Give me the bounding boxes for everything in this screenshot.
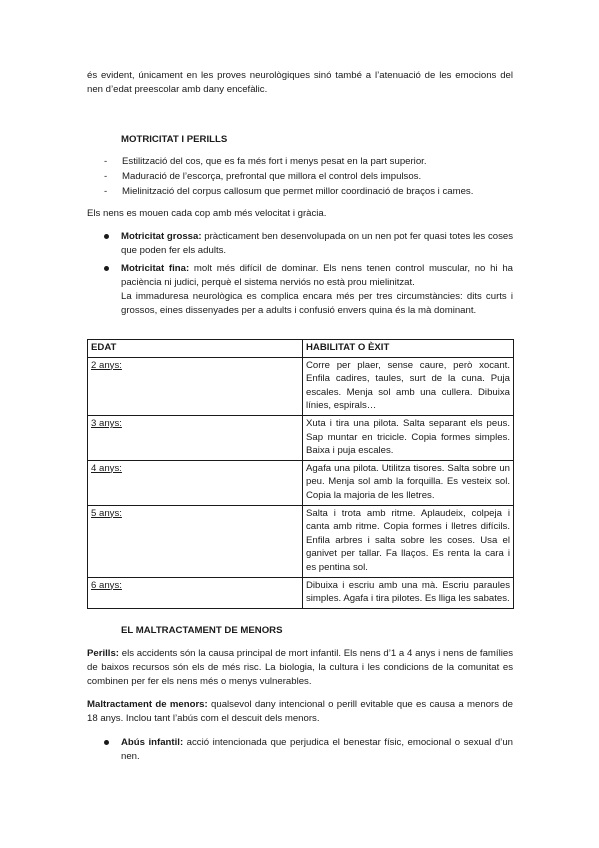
dash-list-item: [104, 155, 513, 170]
age-cell: 6 anys:: [88, 577, 303, 608]
intro-paragraph: és evident, únicament en les proves neurològiques sinó també a l’atenuació de les emocions del nen d’edat preescolar amb dany encefàlic.: [87, 70, 513, 95]
bullet-dot: [104, 740, 109, 745]
bullet-dot: [104, 234, 109, 239]
skill-cell: Xuta i tira una pilota. Salta separant els peus. Sap muntar en tricicle. Copia formes simples. Baixa i puja escales.: [303, 415, 514, 460]
bullet-label: Motricitat fina:: [121, 263, 190, 274]
age-cell: 2 anys:: [88, 357, 303, 415]
abuse-bullet-list: [104, 736, 513, 764]
paragraph-label: Perills:: [87, 648, 119, 659]
dash-item-text: Estilització del cos, que es fa més fort i menys pesat en la part superior.: [122, 156, 427, 167]
column-header-age: EDAT: [88, 340, 303, 358]
age-cell: 3 anys:: [88, 415, 303, 460]
table-row: [88, 357, 514, 415]
table-row: [88, 505, 514, 577]
paragraph-label: Maltractament de menors:: [87, 699, 208, 710]
bullet-text: molt més difícil de dominar. Els nens tenen control muscular, no hi ha paciència ni judici, perquè el sistema nerviós no està prou mielinitzat.: [121, 263, 513, 288]
bullet-extra-text: La immaduresa neurològica es complica encara més per tres circumstàncies: dits curts i grossos, eines dissenyades per a adults i confusió envers quina és la mà dominant.: [121, 291, 513, 316]
dangers-paragraph: [87, 647, 513, 689]
skill-cell: Agafa una pilota. Utilitza tisores. Salta sobre un peu. Menja sol amb la forquilla. Es vesteix sol. Copia la majoria de les lletres.: [303, 460, 514, 505]
bullet-label: Motricitat grossa:: [121, 231, 202, 242]
paragraph-text: qualsevol dany intencional o perill evitable que es causa a menors de 18 anys. Inclou tant l’abús com el descuit dels menors.: [87, 699, 514, 724]
dash-list-item: [104, 170, 513, 185]
dash-list-item: [104, 185, 513, 200]
table-header-row: [88, 340, 514, 358]
dash-marker: -: [104, 171, 108, 182]
bullet-dot: [104, 266, 109, 271]
age-cell: 4 anys:: [88, 460, 303, 505]
child-maltreatment-paragraph: [87, 698, 513, 726]
bullet-item-gross-motor: [104, 230, 513, 258]
dash-item-text: Mielinització del corpus callosum que permet millor coordinació de braços i cames.: [122, 186, 474, 197]
section-heading-motricitat: MOTRICITAT I PERILLS: [121, 134, 228, 145]
dash-list: [104, 155, 513, 200]
section-heading-maltractament: EL MALTRACTAMENT DE MENORS: [121, 625, 283, 636]
paragraph-text: els accidents són la causa principal de mort infantil. Els nens d’1 a 4 anys i nens de famílies de baixos recursos són els de més risc. La biologia, la cultura i les condicions de la comunitat es combinen per fer els nens més o menys vulnerables.: [87, 648, 513, 687]
skill-cell: Dibuixa i escriu amb una mà. Escriu paraules simples. Agafa i tira pilotes. Es lliga les sabates.: [303, 577, 514, 608]
column-header-skill: HABILITAT O ÈXIT: [303, 340, 514, 358]
dash-marker: -: [104, 156, 108, 167]
table-row: [88, 415, 514, 460]
bullet-item-child-abuse: [104, 736, 513, 764]
bullet-item-fine-motor: [104, 262, 513, 318]
movement-paragraph: Els nens es mouen cada cop amb més velocitat i gràcia.: [87, 208, 327, 219]
table-row: [88, 460, 514, 505]
bullet-label: Abús infantil:: [121, 737, 184, 748]
bullet-list: [104, 230, 513, 318]
skill-cell: Corre per plaer, sense caure, però xocant. Enfila cadires, taules, surt de la cuna. Puja escales. Menja sol amb una cullera. Dibuixa línies, espirals…: [303, 357, 514, 415]
age-cell: 5 anys:: [88, 505, 303, 577]
dash-marker: -: [104, 186, 108, 197]
bullet-text: pràcticament ben desenvolupada on un nen pot fer quasi totes les coses que poden fer els adults.: [121, 231, 514, 256]
age-skills-table: [87, 339, 514, 609]
table-row: [88, 577, 514, 608]
bullet-text: acció intencionada que perjudica el benestar físic, emocional o sexual d’un nen.: [121, 737, 513, 762]
skill-cell: Salta i trota amb ritme. Aplaudeix, colpeja i canta amb ritme. Copia formes i lletres difícils. Enfila arbres i salta sobre les coses. Usa el ganivet per tallar. Fa llaços. Es renta la cara i es pentina sol.: [303, 505, 514, 577]
dash-item-text: Maduració de l’escorça, prefrontal que millora el control dels impulsos.: [122, 171, 422, 182]
